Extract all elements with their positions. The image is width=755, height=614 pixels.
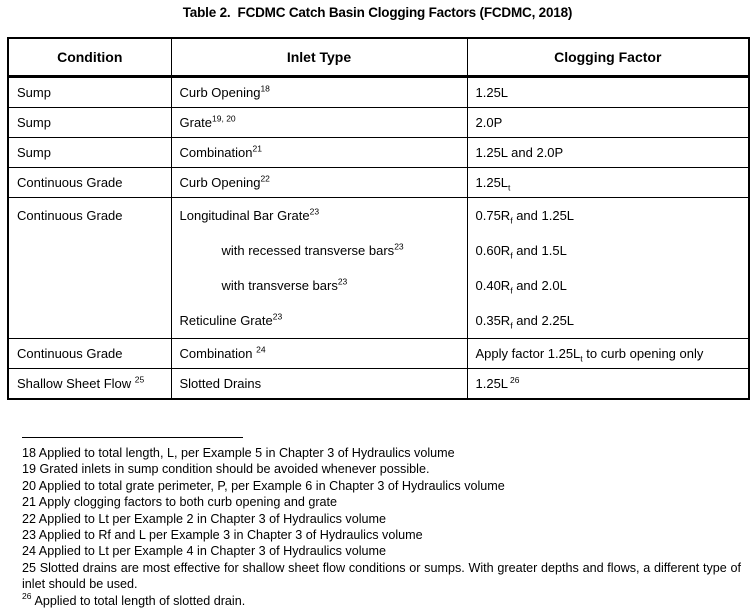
cell-condition: Sump — [8, 138, 171, 168]
footnote-item: 20 Applied to total grate perimeter, P, per Example 6 in Chapter 3 of Hydraulics volume — [22, 478, 505, 493]
factor-text-post: and 2.0L — [512, 278, 567, 293]
footnote-marker: 26 — [22, 591, 32, 602]
factor-line — [476, 233, 741, 268]
inlet-type-text: Curb Opening — [179, 175, 261, 190]
inlet-type-line-stack — [180, 198, 459, 338]
footnote-item: 21 Apply clogging factors to both curb opening and grate — [22, 495, 338, 510]
footnote-marker: 18 — [260, 83, 270, 94]
cell-condition: Sump — [8, 108, 171, 138]
footnote-marker: 25 — [134, 374, 145, 385]
footnote-item — [22, 593, 747, 609]
inlet-type-line — [180, 303, 459, 338]
table-header-row — [8, 38, 749, 77]
factor-line — [476, 303, 741, 338]
footnote-item: 22 Applied to Lt per Example 2 in Chapter 3 of Hydraulics volume — [22, 511, 387, 526]
page-title: Table 2. FCDMC Catch Basin Clogging Factors (FCDMC, 2018) — [182, 5, 573, 20]
inlet-type-line — [180, 268, 459, 303]
footnote-list — [0, 445, 755, 609]
inlet-type-text: with recessed transverse bars — [221, 243, 395, 258]
cell-clogging-factor — [467, 339, 749, 369]
cell-condition: Sump — [8, 77, 171, 108]
condition-text: Shallow Sheet Flow — [17, 376, 135, 391]
factor-text: Apply factor 1.25L — [475, 346, 581, 361]
cell-inlet-type: Slotted Drains — [171, 369, 467, 400]
inlet-type-text: Curb Opening — [179, 85, 261, 100]
cell-condition: Continuous Grade — [8, 198, 171, 339]
inlet-type-text: Combination — [179, 346, 257, 361]
factor-text: 0.75R — [475, 208, 511, 223]
footnote-text: Applied to total length of slotted drain. — [34, 593, 246, 608]
factor-text: 1.25L — [475, 175, 509, 190]
factor-subscript: t — [580, 353, 583, 364]
table-row-grouped — [8, 198, 749, 339]
table-row — [8, 138, 749, 168]
footnote-item: 24 Applied to Lt per Example 4 in Chapter 3 of Hydraulics volume — [22, 544, 387, 559]
column-header-inlet-type: Inlet Type — [171, 38, 467, 77]
inlet-type-line — [180, 198, 459, 233]
footnote-marker: 21 — [252, 143, 262, 154]
column-header-condition: Condition — [8, 38, 171, 77]
cell-condition: Continuous Grade — [8, 339, 171, 369]
factor-text-post: to curb opening only — [582, 346, 704, 361]
footnote-separator-rule — [22, 437, 243, 438]
footnote-marker: 23 — [272, 311, 283, 322]
cell-condition — [8, 369, 171, 400]
factor-subscript: f — [510, 215, 513, 226]
footnote-item: 25 Slotted drains are most effective for shallow sheet flow conditions or sumps. With greater depths and flows, a different type of inlet should be used. — [22, 560, 741, 592]
table-row — [8, 339, 749, 369]
table-row — [8, 168, 749, 198]
cell-clogging-factor: 1.25L and 2.0P — [467, 138, 749, 168]
table-container — [7, 37, 748, 400]
inlet-type-text: with transverse bars — [221, 278, 338, 293]
table-row — [8, 77, 749, 108]
factor-subscript: t — [508, 182, 511, 193]
cell-inlet-type — [171, 339, 467, 369]
factor-text: 1.25L — [475, 376, 509, 391]
cell-clogging-factor-stack — [467, 198, 749, 339]
cell-inlet-type — [171, 168, 467, 198]
factor-text: 0.40R — [475, 278, 511, 293]
factor-text: 0.35R — [475, 313, 511, 328]
footnotes-section — [0, 437, 755, 609]
inlet-type-text: Grate — [179, 115, 213, 130]
footnote-marker: 23 — [337, 276, 348, 287]
factor-subscript: f — [510, 250, 513, 261]
table-row — [8, 369, 749, 400]
factor-line-stack — [476, 198, 741, 338]
footnote-marker: 23 — [394, 241, 404, 252]
cell-clogging-factor — [467, 168, 749, 198]
column-header-clogging-factor: Clogging Factor — [467, 38, 749, 77]
footnote-marker: 23 — [309, 206, 320, 217]
cell-clogging-factor — [467, 369, 749, 400]
footnote-item: 23 Applied to Rf and L per Example 3 in Chapter 3 of Hydraulics volume — [22, 528, 423, 543]
footnote-item: 18 Applied to total length, L, per Example 5 in Chapter 3 of Hydraulics volume — [22, 446, 455, 460]
footnote-marker: 26 — [510, 374, 520, 385]
factor-subscript: f — [510, 320, 513, 331]
table-row — [8, 108, 749, 138]
footnote-marker: 22 — [260, 173, 270, 184]
clogging-factors-table — [7, 37, 750, 400]
factor-text-post: and 1.5L — [512, 243, 567, 258]
inlet-type-text: Reticuline Grate — [179, 313, 273, 328]
inlet-type-text: Longitudinal Bar Grate — [179, 208, 310, 223]
footnote-item: 19 Grated inlets in sump condition should be avoided whenever possible. — [22, 462, 430, 477]
footnote-marker: 24 — [256, 344, 266, 355]
inlet-type-text: Combination — [179, 145, 253, 160]
cell-inlet-type-stack — [171, 198, 467, 339]
factor-line — [476, 268, 741, 303]
footnote-marker: 19, 20 — [212, 113, 236, 124]
factor-text: 0.60R — [475, 243, 511, 258]
cell-clogging-factor: 1.25L — [467, 77, 749, 108]
cell-inlet-type — [171, 77, 467, 108]
factor-line — [476, 198, 741, 233]
inlet-type-line — [180, 233, 459, 268]
cell-clogging-factor: 2.0P — [467, 108, 749, 138]
cell-inlet-type — [171, 138, 467, 168]
cell-inlet-type — [171, 108, 467, 138]
factor-text-post: and 2.25L — [512, 313, 575, 328]
cell-condition: Continuous Grade — [8, 168, 171, 198]
factor-subscript: f — [510, 285, 513, 296]
factor-text-post: and 1.25L — [512, 208, 575, 223]
